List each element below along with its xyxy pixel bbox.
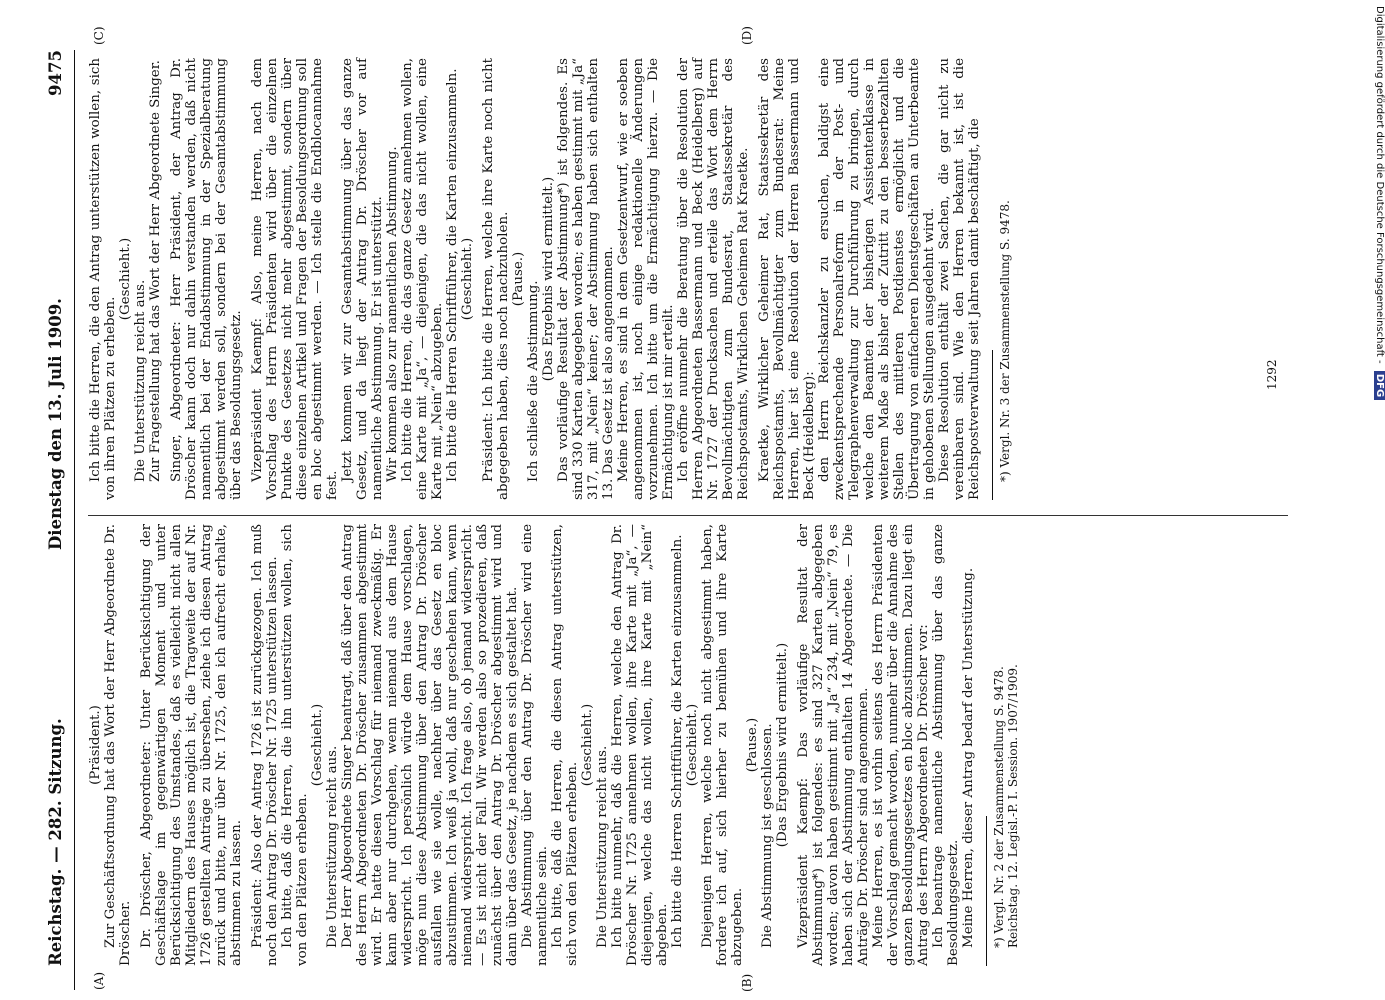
- credit-text: Digitalisierung gefördert durch die Deutsche Forschungsgemeinschaft -: [1374, 6, 1385, 364]
- paragraph: Ich bitte die Herren Schriftführer, die Karten einzusammeln.: [445, 68, 460, 482]
- rotated-page: [40, 26, 1335, 992]
- paragraph: Der Herr Abgeordnete Singer beantragt, daß über den Antrag des Herrn Abgeordneten Dr. Dröscher zusammen abgestimmt wird. Er hatte diesen Vorschlag für niemand zweckmäßig. Er kann aber nur durchgehen, wenn niemand aus dem Hause widerspricht. Ich persönlich würde dem Hause vorschlagen, möge nun diese Abstimmung über den Antrag Dr. Dröscher ausfallen wie sie wolle, nachher über das Gesetz en bloc abzustimmen. Ich weiß ja wohl, daß nur geschehen kann, wenn niemand widerspricht. Ich frage also, ob jemand widerspricht. — Es ist nicht der Fall. Wir werden also so prozedieren, daß zunächst über den Antrag Dr. Dröscher abgestimmt wird und dann über das Gesetz, je nachdem es sich gestaltet hat.: [340, 524, 520, 966]
- margin-marker-a: (A): [92, 971, 106, 990]
- paragraph: Ich beantrage namentliche Abstimmung über das ganze Besoldungsgesetz.: [931, 524, 961, 966]
- stage-direction: (Geschieht.): [460, 237, 475, 321]
- paragraph: Präsident: Ich bitte die Herren, welche ihre Karte noch nicht abgegeben haben, dies noch nachzuholen.: [481, 58, 511, 500]
- paragraph: Ich bitte, daß die Herren, die ihn unterstützen wollen, sich von den Plätzen erheben.: [280, 524, 310, 966]
- paragraph: Zur Fragestellung hat das Wort der Herr Abgeordnete Singer.: [148, 60, 163, 482]
- dfg-logo: DFG: [1374, 371, 1385, 400]
- page-number: 9475: [46, 50, 65, 96]
- paragraph: Meine Herren, es ist vorhin seitens des Herrn Präsidenten der Vorschlag gemacht worden, nunmehr über die Annahme des ganzen Besoldungsgesetzes en bloc abzustimmen. Dazu liegt ein Antrag des Herrn Abgeordneten Dr. Dröscher vor:: [871, 524, 931, 966]
- stage-direction: (Das Ergebnis wird ermittelt.): [541, 176, 556, 382]
- paragraph: Die Abstimmung über den Antrag Dr. Dröscher wird eine namentliche sein.: [520, 524, 550, 966]
- paragraph: Die Unterstützung reicht aus.: [595, 745, 610, 948]
- paragraph: Das vorläufige Resultat der Abstimmung*) ist folgendes. Es sind 330 Karten abgegeben worden; es haben gestimmt mit „Ja“ 317, mit „Nein“ keiner; der Abstimmung haben sich enthalten 13. Das Gesetz ist also angenommen.: [556, 58, 616, 500]
- header-date: Dienstag den 13. Juli 1909.: [46, 298, 65, 550]
- paragraph: Singer, Abgeordneter: Herr Präsident, der Antrag Dr. Dröscher kann doch nur dahin verstanden werden, daß nicht namentlich bei der Endabstimmung in der Spezialberatung abgestimmt werden soll, sondern bei der Gesamtabstimmung über das Besoldungsgesetz.: [169, 58, 244, 500]
- stage-direction: (Geschieht.): [118, 237, 133, 321]
- paragraph: Präsident: Also der Antrag 1726 ist zurückgezogen. Ich muß noch den Antrag Dr. Dröscher Nr. 1725 unterstützen lassen.: [250, 524, 280, 966]
- paragraph: Ich bitte nunmehr, daß die Herren, welche den Antrag Dr. Dröscher Nr. 1725 annehmen wollen, ihre Karte mit „Ja“, — diejenigen, welche das nicht wollen, ihre Karte mit „Nein“ abgeben.: [610, 524, 670, 966]
- paragraph: Diese Resolution enthält zwei Sachen, die gar nicht zu vereinbaren sind. Wie den Herren bekannt ist, ist die Reichspostverwaltung seit Jahren damit beschäftigt, die: [937, 58, 982, 500]
- paragraph: Diejenigen Herren, welche noch nicht abgestimmt haben, fordere ich auf, sich hierher zu bemühen und ihre Karte abzugeben.: [700, 524, 745, 966]
- paragraph: Ich eröffne nunmehr die Beratung über die Resolution der Herren Abgeordneten Bassermann und Beck (Heidelberg) auf Nr. 1727 der Drucksachen und erteile das Wort dem Herrn Bevollmächtigten zum Bundesrat, Staatssekretär des Reichspostamts, Wirklichen Geheimen Rat Kraetke.: [676, 58, 751, 500]
- footnote: *) Vergl. Nr. 2 der Zusammenstellung S. 9478.: [992, 666, 1006, 948]
- paragraph: Meine Herren, es sind in dem Gesetzentwurf, wie er soeben angenommen ist, noch einige redaktionelle Änderungen vorzunehmen. Ich bitte um die Ermächtigung hierzu. — Die Ermächtigung ist mir erteilt.: [616, 58, 676, 500]
- paragraph: Dr. Dröscher, Abgeordneter: Unter Berücksichtigung der Geschäftslage im gegenwärtigen Moment und unter Berücksichtigung des Umstandes, daß es vielleicht nicht allen Mitgliedern des Hauses möglich ist, die Tragweite der auf Nr. 1726 gestellten Anträge zu übersehen, ziehe ich diesen Antrag zurück und bitte, nur über Nr. 1725, den ich aufrecht erhalte, abstimmen zu lassen.: [139, 524, 244, 966]
- quoted-resolution: den Herrn Reichskanzler zu ersuchen, baldigst eine zweckentsprechende Personalreform in der Post- und Telegraphenverwaltung zur Durchführung zu bringen, durch welche den Beamten der bisherigen Assistentenklasse in weiterem Maße als bisher der Zutritt zu den besserbezahlten Stellen des mittleren Postdienstes ermöglicht und die Übertragung von einfacheren Dienstgeschäften an Unterbeamte in gehobenen Stellungen ausgedehnt wird.: [817, 58, 937, 500]
- footer-number: 1292: [1265, 359, 1279, 390]
- header-left: Reichstag. — 282. Sitzung.: [46, 718, 65, 966]
- paragraph: Vizepräsident Kaempf: Das vorläufige Resultat der Abstimmung*) ist folgendes: es sind 327 Karten abgegeben worden; davon haben gestimmt mit „Ja“ 234, mit „Nein“ 79, es haben sich der Abstimmung enthalten 14 Abgeordnete. — Die Anträge Dr. Dröscher sind angenommen.: [796, 524, 871, 966]
- stage-direction: (Pause.): [745, 717, 760, 773]
- margin-marker-c: (C): [92, 26, 106, 45]
- digitization-credit: [1374, 6, 1385, 706]
- paragraph: (Präsident.): [88, 705, 103, 785]
- stage-direction: (Geschieht.): [685, 703, 700, 787]
- stage-direction: (Geschieht.): [580, 703, 595, 787]
- paragraph: Wir kommen also zur namentlichen Abstimmung.: [385, 146, 400, 482]
- stage-direction: (Geschieht.): [310, 703, 325, 787]
- footnote: *) Vergl. Nr. 3 der Zusammenstellung S. 9478.: [998, 200, 1012, 482]
- footnote-rule: [986, 816, 987, 966]
- right-column: [88, 58, 1293, 500]
- paragraph: Ich bitte die Herren, die das ganze Gesetz annehmen wollen, eine Karte mit „Ja“, — diejenigen, die das nicht wollen, eine Karte mit „Nein“ abzugeben.: [400, 58, 445, 500]
- paragraph: Kraetke, Wirklicher Geheimer Rat, Staatssekretär des Reichspostamts, Bevollmächtigter zum Bundesrat: Meine Herren, hier ist eine Resolution der Herren Bassermann und Beck (Heidelberg):: [757, 58, 817, 500]
- left-column: [88, 524, 1020, 966]
- paragraph: Vizepräsident Kaempf: Also, meine Herren, nach dem Vorschlag des Herrn Präsidenten wird über die einzelnen Punkte des Gesetzes nicht mehr abgestimmt, sondern über diese einzelnen Artikel und Fragen der Besoldungsordnung soll en bloc abgestimmt werden. — Ich stelle die Endblocannahme fest.: [250, 58, 340, 500]
- page-footer: Reichstag. 12. Legisl.-P. I. Session. 1907/1909.: [1006, 664, 1020, 948]
- paragraph: Die Unterstützung reicht aus.: [133, 279, 148, 482]
- paragraph: Jetzt kommen wir zur Gesamtabstimmung über das ganze Gesetz, und da liegt der Antrag Dr. Dröscher vor auf namentliche Abstimmung. Er ist unterstützt.: [340, 58, 385, 500]
- paragraph: Ich bitte die Herren, die den Antrag unterstützen wollen, sich von ihren Plätzen zu erheben.: [88, 58, 118, 500]
- stage-direction: (Das Ergebnis wird ermittelt.): [775, 642, 790, 848]
- paragraph: Zur Geschäftsordnung hat das Wort der Herr Abgeordnete Dr. Dröscher.: [103, 524, 133, 966]
- paragraph: Die Unterstützung reicht aus.: [325, 745, 340, 948]
- paragraph: Ich bitte die Herren Schriftführer, die Karten einzusammeln.: [670, 534, 685, 948]
- page-header: [40, 50, 75, 990]
- paragraph: Meine Herren, dieser Antrag bedarf der Unterstützung.: [961, 567, 976, 948]
- column-divider: [88, 515, 1288, 516]
- footnote-rule: [992, 350, 993, 500]
- paragraph: Ich schließe die Abstimmung.: [526, 280, 541, 482]
- stage-direction: (Pause.): [511, 251, 526, 307]
- paragraph: Ich bitte, daß die Herren, die diesen Antrag unterstützen, sich von den Plätzen erheben.: [550, 524, 580, 966]
- margin-marker-d: (D): [740, 26, 754, 45]
- paragraph: Die Abstimmung ist geschlossen.: [760, 723, 775, 948]
- margin-marker-b: (B): [740, 973, 754, 992]
